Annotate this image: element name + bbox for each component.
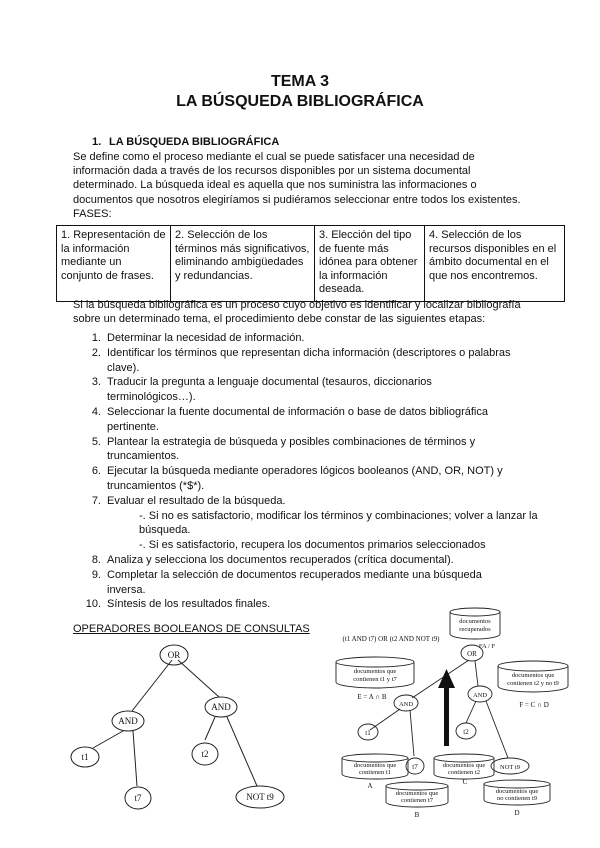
step-number <box>73 538 107 553</box>
or-label: OR <box>467 650 477 658</box>
page-title: TEMA 3 <box>270 73 330 90</box>
query-label: (t1 AND t7) OR (t2 AND NOT t9) <box>342 635 440 643</box>
doc-label: documentos que <box>495 788 539 795</box>
and-label: AND <box>472 692 488 699</box>
term-label: t1 <box>365 729 371 737</box>
step-item <box>73 553 543 568</box>
step-item <box>73 464 543 479</box>
operators-heading: OPERADORES BOOLEANOS DE CONSULTAS <box>73 623 310 635</box>
step-number <box>73 449 107 464</box>
section-title: LA BÚSQUEDA BIBLIOGRÁFICA <box>109 136 280 148</box>
step-item <box>73 568 543 583</box>
doc-label: documentos que <box>353 668 397 675</box>
doc-cylinder-top <box>484 780 550 788</box>
step-item <box>73 538 543 553</box>
step-item <box>73 375 543 390</box>
step-text: Analiza y selecciona los documentos recuperados (crítica documental). <box>107 553 454 566</box>
step-number <box>73 509 107 524</box>
not-label: NOT t9 <box>500 764 520 771</box>
step-text: truncamientos. <box>107 450 180 463</box>
step-text: terminológicos…). <box>107 391 196 404</box>
step-text: Determinar la necesidad de información. <box>107 332 305 344</box>
doc-cylinder-top <box>336 657 414 667</box>
fa-label: FA / F <box>478 643 496 650</box>
fase-cell: 4. Selección de los recursos disponibles en el ámbito documental en el que nos encontremos. <box>425 226 565 302</box>
step-item <box>73 331 543 346</box>
step-item <box>73 361 543 376</box>
step-number: 7. <box>91 494 101 507</box>
term-label: t7 <box>412 763 418 771</box>
and-label: AND <box>211 702 231 712</box>
page-subtitle: LA BÚSQUEDA BIBLIOGRÁFICA <box>176 93 424 110</box>
doc-label: contienen t7 <box>401 797 433 804</box>
fase-cell: 2. Selección de los términos más significativos, eliminando ambigüedades y redundancias. <box>171 226 315 302</box>
doc-label: documentos que <box>511 672 555 679</box>
not-label: NOT t9 <box>246 792 274 802</box>
doc-label: documentos que <box>395 790 439 797</box>
step-text: pertinente. <box>107 420 159 433</box>
step-number <box>73 523 107 538</box>
procedure-line: Si la búsqueda bibliográfica es un proceso cuyo objetivo es identificar y localizar bibliografía <box>73 299 521 311</box>
tree-edge <box>370 709 400 730</box>
step-text: Seleccionar la fuente documental de información o base de datos bibliográfica <box>107 405 488 418</box>
step-number: 4. <box>91 405 101 418</box>
step-number: 1. <box>91 332 101 344</box>
doc-label: documentos que <box>353 762 397 769</box>
step-text: Traducir la pregunta a lenguaje documental (tesauros, diccionarios <box>107 376 432 389</box>
step-item <box>73 390 543 405</box>
doc-label: contienen t1 y t7 <box>353 676 397 683</box>
procedure-line: sobre un determinado tema, el procedimiento debe constar de las siguientes etapas: <box>73 313 486 326</box>
set-d-label: D <box>514 809 520 817</box>
doc-cylinder-top <box>386 782 448 790</box>
up-arrow-icon <box>438 669 455 746</box>
doc-cylinder-top <box>498 661 568 671</box>
and-label: AND <box>398 701 414 708</box>
step-text: Síntesis de los resultados finales. <box>107 598 271 611</box>
step-item <box>73 509 543 524</box>
procedure-paragraph <box>73 298 543 326</box>
step-item <box>73 405 543 420</box>
step-number <box>73 583 107 598</box>
step-text: inversa. <box>107 583 146 596</box>
step-number: 2. <box>91 346 101 359</box>
tree-edge <box>205 717 215 740</box>
step-text: Evaluar el resultado de la búsqueda. <box>107 494 286 507</box>
term-label: t7 <box>134 793 142 803</box>
set-c-label: C <box>462 778 468 786</box>
tree-edge <box>475 661 478 686</box>
doc-cylinder-top <box>342 754 408 762</box>
intro-line: Se define como el proceso mediante el cual se puede satisfacer una necesidad de <box>73 151 475 163</box>
term-label: t2 <box>201 749 209 759</box>
steps-list <box>73 331 543 612</box>
set-b-label: B <box>414 811 420 819</box>
tree-edge <box>410 710 414 756</box>
step-item <box>73 449 543 464</box>
step-text: -. Si es satisfactorio, recupera los documentos primarios seleccionados <box>139 539 486 552</box>
term-label: t2 <box>463 728 469 736</box>
fases-label: FASES: <box>73 207 112 220</box>
step-item <box>73 583 543 598</box>
tree-edge <box>486 701 508 758</box>
step-text: búsqueda. <box>139 524 191 537</box>
boolean-tree-right <box>328 606 590 828</box>
section-number: 1. <box>92 136 102 148</box>
section-heading <box>92 136 279 148</box>
doc-label: contienen t1 <box>359 769 391 776</box>
step-number: 10. <box>85 598 101 611</box>
step-number <box>73 479 107 494</box>
tree-edge <box>93 731 123 748</box>
or-label: OR <box>167 650 181 660</box>
step-item <box>73 420 543 435</box>
step-number <box>73 361 107 376</box>
doc-label: no contienen t9 <box>496 795 538 802</box>
step-number <box>73 390 107 405</box>
tree-edge <box>178 660 219 697</box>
tree-edge <box>412 660 469 698</box>
intro-line: información dada a través de los recursos disponibles por un sistema documental <box>73 165 471 178</box>
step-text: truncamientos (*$*). <box>107 479 205 492</box>
intro-paragraph <box>73 150 543 221</box>
fase-cell: 1. Representación de la información mediante un conjunto de frases. <box>57 226 171 302</box>
tree-edge <box>132 660 172 711</box>
doc-label: contienen t2 y no t9 <box>507 680 559 687</box>
step-text: Ejecutar la búsqueda mediante operadores lógicos booleanos (AND, OR, NOT) y <box>107 465 503 478</box>
step-text: Completar la selección de documentos recuperados mediante una búsqueda <box>107 568 482 581</box>
step-text: -. Si no es satisfactorio, modificar los términos y combinaciones; volver a lanzar la <box>139 509 538 522</box>
boolean-tree-left <box>55 640 310 820</box>
step-number: 3. <box>91 376 101 389</box>
step-item <box>73 523 543 538</box>
fases-table <box>56 225 565 302</box>
intro-line: documentos que nosotros elegiríamos si pudiéramos seleccionar entre todos los existentes. <box>73 193 521 206</box>
step-item <box>73 346 543 361</box>
step-number <box>73 420 107 435</box>
and-label: AND <box>118 716 138 726</box>
tree-edge <box>466 701 476 723</box>
step-text: Plantear la estrategia de búsqueda y posibles combinaciones de términos y <box>107 435 476 448</box>
set-a-label: A <box>367 782 373 790</box>
step-item <box>73 494 543 509</box>
doc-cylinder-top <box>434 754 494 762</box>
step-item <box>73 479 543 494</box>
set-e-label: E = A ∩ B <box>357 693 387 701</box>
step-text: Identificar los términos que representan dicha información (descriptores o palabras <box>107 346 511 359</box>
step-number: 5. <box>91 435 101 448</box>
table-row <box>57 226 565 302</box>
doc-label: documentos <box>459 618 491 625</box>
tree-edge <box>133 731 137 786</box>
step-item <box>73 435 543 450</box>
set-f-label: F = C ∩ D <box>519 701 549 709</box>
doc-label: recuperados <box>459 626 491 633</box>
fase-cell: 3. Elección del tipo de fuente más idónea para obtener la información deseada. <box>315 226 425 302</box>
tree-edge <box>227 717 257 786</box>
doc-label: documentos que <box>442 762 486 769</box>
intro-line: determinado. La búsqueda ideal es aquella que nos suministra las informaciones o <box>73 179 477 192</box>
doc-cylinder-top <box>450 608 500 616</box>
step-number: 9. <box>91 568 101 581</box>
step-number: 8. <box>91 553 101 566</box>
term-label: t1 <box>81 752 89 762</box>
step-text: clave). <box>107 361 140 374</box>
step-number: 6. <box>91 465 101 478</box>
doc-label: contienen t2 <box>448 769 480 776</box>
